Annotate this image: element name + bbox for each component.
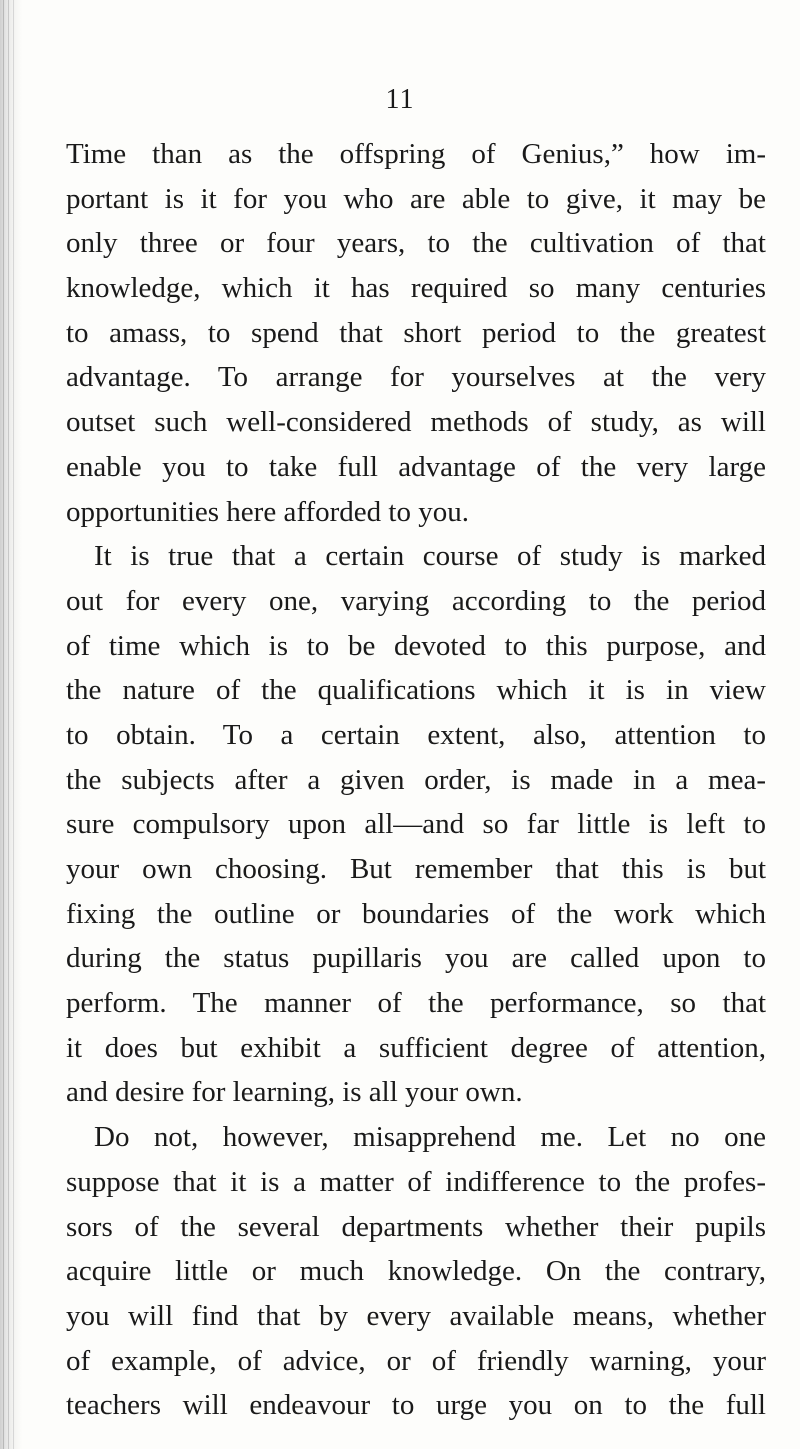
text-line: to amass, to spend that short period to the greatest (66, 316, 766, 349)
paragraph-last-line: and desire for learning, is all your own. (66, 1076, 523, 1109)
text-line: out for every one, varying according to the period (66, 584, 766, 617)
page-spine-shadow (0, 0, 22, 1449)
text-line: your own choosing. But remember that this is but (66, 853, 766, 885)
text-line: of time which is to be devoted to this purpose, and (66, 629, 766, 662)
spine-edge-line (8, 0, 9, 1449)
text-line: only three or four years, to the cultivation of that (66, 227, 766, 260)
text-line: sors of the several departments whether their pupils (66, 1210, 766, 1243)
text-line: the subjects after a given order, is made in a mea- (66, 763, 766, 796)
text-line: acquire little or much knowledge. On the contrary, (66, 1255, 766, 1288)
text-line: you will find that by every available means, whether (66, 1299, 766, 1332)
text-line: sure compulsory upon all—and so far little is left to (66, 808, 766, 841)
text-line: knowledge, which it has required so many centuries (66, 272, 766, 305)
text-line: advantage. To arrange for yourselves at the very (66, 361, 766, 394)
text-line: it does but exhibit a sufficient degree of attention, (66, 1031, 766, 1064)
text-line: outset such well-considered methods of study, as will (66, 406, 766, 439)
text-line: suppose that it is a matter of indifference to the profes- (66, 1165, 766, 1198)
text-line: fixing the outline or boundaries of the work which (66, 897, 766, 930)
paragraph-first-line: It is true that a certain course of study is marked (94, 540, 766, 573)
text-line: during the status pupillaris you are called upon to (66, 942, 766, 975)
page-number: 11 (385, 84, 415, 115)
text-line: teachers will endeavour to urge you on to the full (66, 1389, 766, 1422)
text-line: of example, of advice, or of friendly warning, your (66, 1344, 766, 1377)
text-line: portant is it for you who are able to give, it may be (66, 182, 766, 215)
body-text (66, 132, 766, 1428)
spine-edge-line (13, 0, 14, 1449)
paragraph-last-line: opportunities here afforded to you. (66, 495, 469, 528)
text-line: perform. The manner of the performance, so that (66, 987, 766, 1020)
spine-edge-line (3, 0, 4, 1449)
paragraph-first-line: Do not, however, misapprehend me. Let no one (94, 1121, 766, 1154)
text-line: to obtain. To a certain extent, also, attention to (66, 718, 766, 751)
text-line: Time than as the offspring of Genius,” how im- (66, 138, 766, 170)
text-line: enable you to take full advantage of the very large (66, 450, 766, 483)
text-line: the nature of the qualifications which it is in view (66, 674, 766, 707)
